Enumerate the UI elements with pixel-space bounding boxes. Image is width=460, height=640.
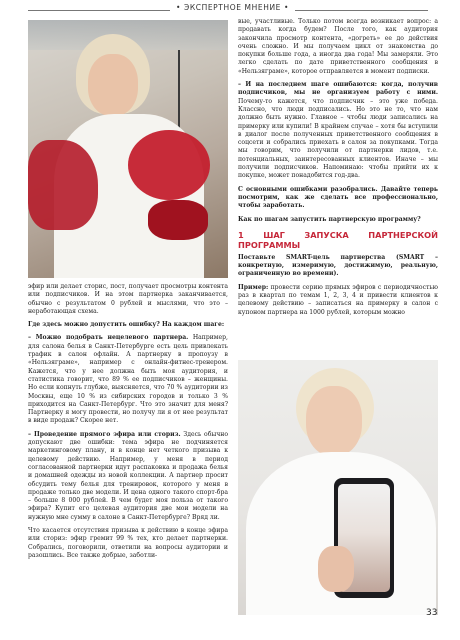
bold-text: Где здесь можно допустить ошибку? На каждом шаге: (28, 321, 225, 329)
photo-woman-with-phone (238, 360, 438, 615)
paragraph (28, 334, 228, 425)
paragraph: эфир или делает сторис, пост, получает просмотры контента или подписчиков. И на этом партнерка заканчивается, обычно с результатом 0 рублей и мыслями, что это – неработающая схема. (28, 283, 228, 315)
paragraph (238, 81, 438, 181)
body-text: Почему-то кажется, что подписчик – это уже победа. Классно, что люди подписались. Но это не то, что нам должно быть нужно. Главное – чтобы люди записались на примерку или купили! В крайнем случае – хотя бы вступили в диалог после полученных приветственного сообщения в соцсети и собрались приехать в салон за покупками. Тогда мы говорим, что получили от партнерки лидов, т.е. потенциальных, заинтересованных клиентов. Иначе – мы получили подписчиков. Напоминаю: чтобы прийти их к покупке, может понадобится год-два. (238, 97, 438, 180)
paragraph: вые, участливые. Только потом всегда возникает вопрос: а продавать когда будем? После того, как аудитория закончила просмотр контента, «догреть» ее до действия очень сложно. И мы получаем цикл от знакомства до покупки больше года, а иногда два года! Мы замеряли. Это легко сделать по дате приветственного сообщения в «Нельзяграме», которое отправляется в момент подписки. (238, 18, 438, 75)
paragraph: Что касается отсутствия призыва к действию в конце эфира или сториз: эфир гремит 99 % тех, кто делает партнерки. Собрались, поговорили, ответили на вопросы аудитории и разошлись. Все также добрые, заботли- (28, 527, 228, 559)
photo-face (88, 54, 138, 116)
bold-text: Пример: (238, 283, 269, 291)
photo-hand (318, 546, 354, 592)
body-text: Здесь обычно допускают две ошибки: тема эфира не подчиняется маркетинговому плану, и в конце нет четкого призыва к целевому действию. Например, у меня в период согласованной партнерки идут распаковка и продажа белья и домашней одежды из новой коллекции. А партнер просит обсудить тему белья для тренировок, которого у меня в продаже только две модели. И цена одного такого спорт-бра – больше 8 000 рублей. В чем будет моя польза от такого эфира? Купит его целевая аудитория две мои модели на нужную мне сумму в салоне в Санкт-Петербурге? Вряд ли. (28, 430, 228, 521)
bold-text: Поставьте SMART-цель партнерства (SMART – конкретную, измеримую, достижимую, реальную, ограниченную во времени). (238, 253, 438, 278)
paragraph (238, 284, 438, 317)
right-column-text (238, 18, 438, 322)
photo-face (306, 386, 362, 456)
photo-red-lingerie (148, 200, 208, 240)
bold-text: – Проведение прямого эфира или сториз. (28, 430, 181, 438)
bold-text: – Можно подобрать нецелевого партнера. (28, 334, 189, 342)
paragraph (238, 186, 438, 211)
paragraph (238, 216, 438, 224)
left-column-text (28, 283, 228, 565)
bold-text: – И на последнем шаге ошибаются: когда, получив подписчиков, мы не организуем работу с ними. (238, 81, 438, 97)
photo-woman-with-lingerie (28, 20, 228, 278)
step-heading: 1 ШАГ ЗАПУСКА ПАРТНЕРСКОЙ ПРОГРАММЫ (238, 229, 438, 250)
body-text: провести серию прямых эфиров с периодичностью раз в квартал по темам 1, 2, 3, 4 и привести клиентов к целевому действию – записаться на примерку в салон с купоном партнера на 1000 рублей, которым можно (238, 283, 438, 316)
paragraph (28, 431, 228, 522)
paragraph (28, 321, 228, 329)
photo-red-lingerie (128, 130, 210, 200)
photo-hanger (178, 50, 180, 130)
section-label: • ЭКСПЕРТНОЕ МНЕНИЕ • (170, 3, 295, 12)
bold-text: С основными ошибками разобрались. Давайте теперь посмотрим, как же сделать все профессионально, чтобы заработать. (238, 185, 438, 210)
photo-red-lingerie (28, 140, 98, 230)
page-number: 33 (426, 608, 438, 618)
bold-text: Как по шагам запустить партнерскую программу? (238, 215, 421, 223)
body-text: Например, для салона белья в Санкт-Петербурге есть цель привлекать трафик в салон офлайн. А партнерку в пропоузу в «Нельзяграме», например с онлайн-фитнес-тренером. Кажется, что у нее должна быть моя аудитория, и статистика говорит, что 89 % ее подписчиков – женщины. Но если копнуть глубже, выясняется, что 70 % аудитории из Москвы, еще 10 % из сибирских городов и только 3 % приходится на Санкт-Петербург. Что это значит для меня? Партнерку я могу провести, но получу ли я от нее результат в виде продаж? Скорее нет. (28, 334, 228, 425)
paragraph (238, 254, 438, 279)
